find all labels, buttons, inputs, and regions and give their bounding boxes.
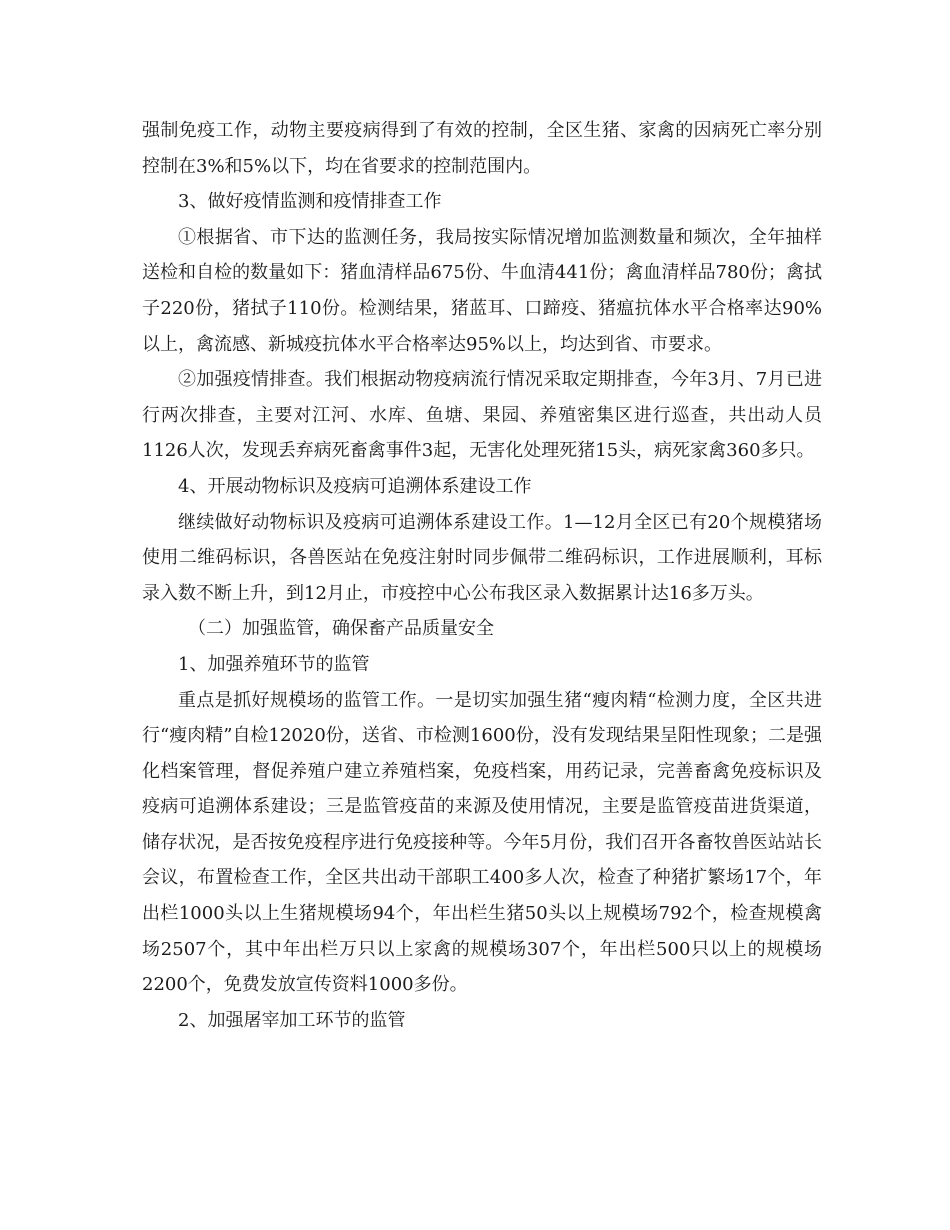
paragraph: ②加强疫情排查。我们根据动物疫病流行情况采取定期排查，今年3月、7月已进行两次排查，主要对江河、水库、鱼塘、果园、养殖密集区进行巡查，共出动人员1126人次，发现丢弃病死畜禽事件3起，无害化处理死猪15头，病死家禽360多只。 (142, 369, 822, 462)
document-body (142, 113, 822, 1038)
heading-epidemic-monitoring: 3、做好疫情监测和疫情排查工作 (178, 191, 442, 213)
section-heading-supervision: （二）加强监管，确保畜产品质量安全 (188, 618, 494, 640)
paragraph: ①根据省、市下达的监测任务，我局按实际情况增加监测数量和频次，全年抽样送检和自检的数量如下：猪血清样品675份、牛血清441份；禽血清样品780份；禽拭子220份，猪拭子110份。检测结果，猪蓝耳、口蹄疫、猪瘟抗体水平合格率达90%以上，禽流感、新城疫抗体水平合格率达95%以上，均达到省、市要求。 (142, 226, 822, 355)
paragraph: 重点是抓好规模场的监管工作。一是切实加强生猪“瘦肉精“检测力度，全区共进行“瘦肉精”自检12020份，送省、市检测1600份，没有发现结果呈阳性现象；二是强化档案管理，督促养殖户建立养殖档案，免疫档案，用药记录，完善畜禽免疫标识及疫病可追溯体系建设；三是监管疫苗的来源及使用情况，主要是监管疫苗进货渠道，储存状况，是否按免疫程序进行免疫接种等。今年5月份，我们召开各畜牧兽医站站长会议，布置检查工作，全区共出动干部职工400多人次，检查了种猪扩繁场17个，年出栏1000头以上生猪规模场94个，年出栏生猪50头以上规模场792个，检查规模禽场2507个，其中年出栏万只以上家禽的规模场307个，年出栏500只以上的规模场2200个，免费发放宣传资料1000多份。 (142, 689, 822, 996)
heading-traceability: 4、开展动物标识及疫病可追溯体系建设工作 (178, 475, 532, 497)
heading-slaughter-supervision: 2、加强屠宰加工环节的监管 (178, 1009, 406, 1031)
paragraph: 强制免疫工作，动物主要疫病得到了有效的控制，全区生猪、家禽的因病死亡率分别控制在3%和5%以下，均在省要求的控制范围内。 (142, 120, 822, 177)
paragraph: 继续做好动物标识及疫病可追溯体系建设工作。1—12月全区已有20个规模猪场使用二维码标识，各兽医站在免疫注射时同步佩带二维码标识，工作进展顺利，耳标录入数不断上升，到12月止，市疫控中心公布我区录入数据累计达16多万头。 (142, 511, 822, 604)
heading-breeding-supervision: 1、加强养殖环节的监管 (178, 653, 370, 675)
